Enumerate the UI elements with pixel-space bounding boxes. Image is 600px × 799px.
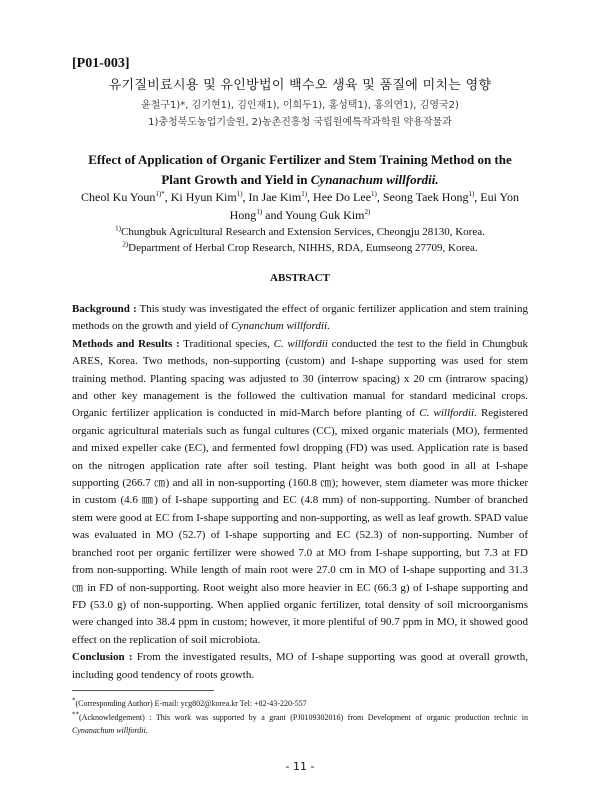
english-title (72, 150, 528, 190)
footnote-corresponding (72, 697, 528, 710)
author-separator: , (474, 190, 481, 204)
poster-code: [P01-003] (72, 56, 130, 71)
conclusion-label: Conclusion : (72, 651, 133, 664)
author-name: Hee Do Lee (313, 190, 372, 204)
methods-paragraph (72, 336, 528, 649)
author-name: Seong Taek Hong (382, 190, 469, 204)
affiliation-1-text: Chungbuk Agricultural Research and Extension Services, Cheongju 28130, Korea. (121, 226, 485, 238)
methods-text-1: Traditional species, (179, 337, 274, 350)
author-affiliation-sup: 1) (301, 190, 308, 198)
affiliation-2-text: Department of Herbal Crop Research, NIHHS, RDA, Eumseong 27709, Korea. (128, 242, 478, 254)
background-text: This study was investigated the effect of organic fertilizer application and stem training methods on the growth and yield of (72, 303, 528, 333)
abstract-body (72, 301, 528, 684)
author-name: Ki Hyun Kim (170, 190, 237, 204)
author-name: Eui Yon Hong (229, 190, 519, 222)
author-separator: , (164, 190, 171, 204)
background-end: . (327, 320, 330, 333)
footnote-2-species: Cynanachum willfordii (72, 726, 146, 735)
footnote-2-sup: ** (72, 710, 79, 719)
author-separator: , (242, 190, 249, 204)
author-affiliation-sup: 1)* (155, 190, 165, 198)
footnote-acknowledgement (72, 711, 528, 737)
korean-authors: 윤철구1)*, 김기현1), 김인재1), 이희두1), 홍성택1), 홍의연1), 김영국2) (141, 100, 459, 111)
affiliation-1-sup: 1) (115, 224, 121, 233)
author-name: Young Guk Kim (285, 208, 365, 222)
title-species: Cynanachum willfordii. (310, 172, 439, 187)
conclusion-paragraph (72, 649, 528, 684)
author-affiliation-sup: 1) (371, 190, 377, 198)
methods-species-1: C. willfordii (273, 337, 328, 350)
abstract-heading: ABSTRACT (270, 272, 330, 284)
page-number: - 11 - (285, 760, 315, 773)
author-affiliation-sup: 1) (256, 208, 263, 216)
background-paragraph (72, 301, 528, 336)
author-separator: and (262, 208, 286, 222)
background-label: Background : (72, 303, 137, 315)
footnote-1-text: (Corresponding Author) E-mail: ycg802@korea.kr Tel: +82-43-220-557 (75, 699, 307, 708)
korean-title: 유기질비료시용 및 유인방법이 백수오 생육 및 품질에 미치는 영향 (108, 78, 492, 93)
methods-species-2: C. willfordii (419, 407, 475, 420)
author-affiliation-sup: 1) (468, 190, 475, 198)
methods-label: Methods and Results : (72, 337, 180, 350)
author-affiliation-sup: 2) (364, 208, 371, 216)
author-name: In Jae Kim (248, 190, 302, 204)
methods-text-3: . Registered organic agricultural materials such as fungal cultures (CC), mixed organic materials (MO), fermented and mixed expeller cake (EC), and fermented fowl dropping (FD) was used. Application rate is based on the nitrogen application rate after soil testing. Plant height was both good in all at I-shape supporting (266.7 ㎝) and all in non-supporting (160.8 ㎝); however, stem diameter was more thicker in custom (4.6 ㎜) of I-shape supporting and EC (4.8 mm) of non-supporting. Number of branched stem were good at EC from I-shape supporting and non-supporting, as well as leaf growth. SPAD value was evaluated in MO (52.7) of I-shape supporting and EC (52.3) of non-supporting. Number of branched root per organic fertilizer were showed 7.0 at MO from I-shape supporting, but 7.3 at FD from non-supporting. While length of main root were 27.0 cm in MO of I-shape supporting and 31.3 ㎝ in FD of non-supporting. Root weight also more heavier in EC (66.3 g) of I-shape supporting and FD (53.0 g) of non-supporting. When applied organic fertilizer, total density of soil microorganisms were changed into 38.4 ppm in custom; however, it more plentiful of 90.7 ppm in MO, it showed good effect on the replication of soil microbiota. (72, 407, 528, 646)
footnote-divider (72, 690, 214, 691)
footnote-2-text: (Acknowledgement) : This work was supported by a grant (PJ0109302016) from Development of organic production technic in (79, 713, 528, 722)
conclusion-text: From the investigated results, MO of I-shape supporting was good at overall growth, including good tendency of roots growth. (72, 651, 528, 681)
korean-affiliation: 1)충청북도농업기술원, 2)농촌진흥청 국립원예특작과학원 약용작물과 (148, 117, 452, 128)
affiliation-2 (72, 240, 528, 256)
affiliation-2-sup: 2) (122, 240, 129, 249)
author-separator: , (376, 190, 383, 204)
title-main: Effect of Application of Organic Fertilizer and Stem Training Method on the Plant Growth and Yield in (88, 152, 512, 187)
author-separator: , (307, 190, 314, 204)
affiliation-1 (72, 224, 528, 240)
methods-text-2: conducted the test to the field in Chungbuk ARES, Korea. Two methods, non-supporting (custom) and I-shape supporting was used for stem training method. Planting spacing was adjusted to 30 (interrow spacing) x 20 cm (intrarow spacing) and other key management is the followed the cultivation manual for standard medicinal crops. Organic fertilizer application is conducted in mid-March before planting of (72, 337, 528, 420)
background-species: Cynanchum willfordii (231, 320, 328, 333)
footnote-1-sup: * (72, 696, 76, 705)
author-affiliation-sup: 1) (236, 190, 243, 198)
author-name: Cheol Ku Youn (81, 190, 156, 204)
footnote-2-end: . (145, 726, 148, 735)
author-list (72, 188, 528, 224)
